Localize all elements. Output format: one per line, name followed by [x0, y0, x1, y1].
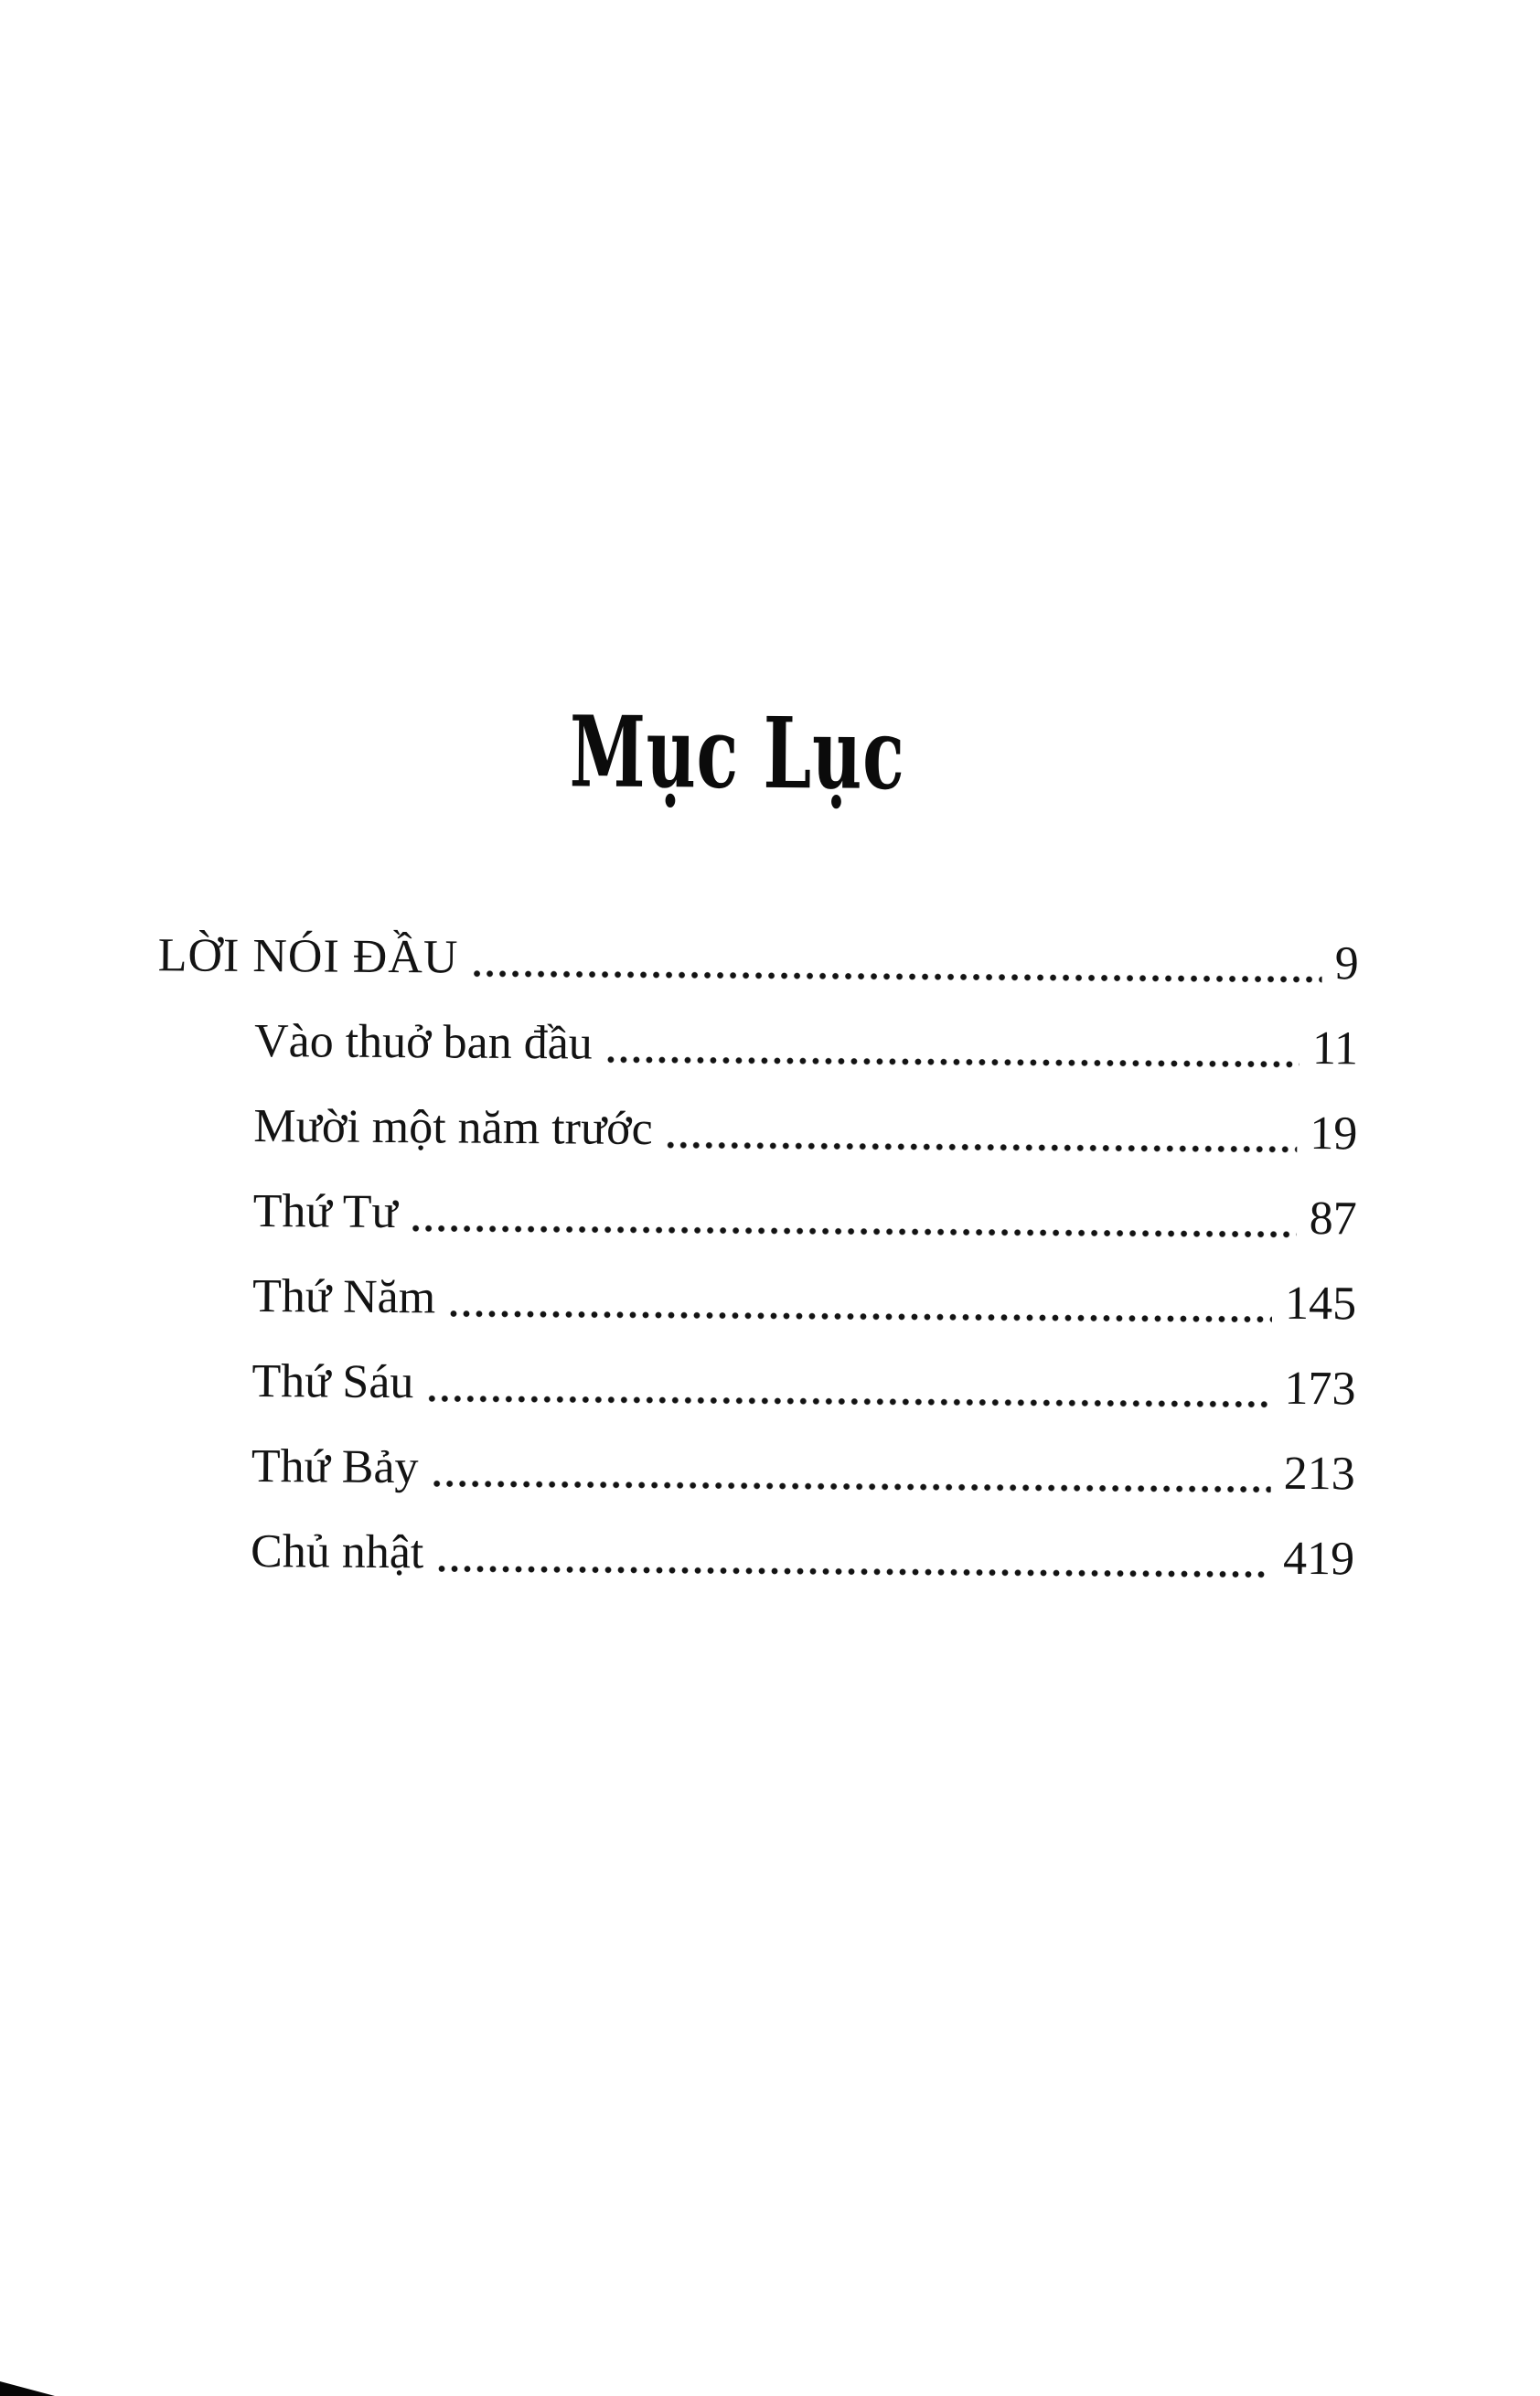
toc-entry-page-number: 11 — [1311, 1022, 1359, 1075]
toc-entry-row — [155, 1253, 1357, 1346]
toc-entry-row — [155, 1168, 1357, 1261]
toc-entry-label: Mười một năm trước — [253, 1099, 653, 1156]
toc-entry-label: Thứ Năm — [251, 1269, 436, 1324]
toc-dot-leader — [428, 1340, 1272, 1430]
toc-entry-row — [154, 1508, 1355, 1601]
toc-entry-page-number: 9 — [1334, 937, 1359, 990]
toc-entry-page-number: 419 — [1282, 1532, 1355, 1586]
toc-entry-page-number: 145 — [1284, 1277, 1357, 1331]
toc-entry-label: Thứ Tư — [252, 1184, 398, 1239]
toc-entry-row — [157, 913, 1359, 1006]
toc-dot-leader — [450, 1255, 1273, 1345]
toc-entry-page-number: 19 — [1310, 1107, 1358, 1161]
toc-dot-leader — [433, 1425, 1271, 1515]
toc-entry-page-number: 173 — [1284, 1362, 1356, 1416]
table-of-contents — [154, 913, 1359, 1601]
page-title-text: Mục Lục — [569, 695, 906, 812]
toc-dot-leader — [606, 1001, 1299, 1091]
page-title — [0, 695, 1481, 812]
toc-entry-row — [154, 1423, 1355, 1516]
toc-entry-row — [157, 998, 1359, 1091]
toc-entry-label: Chủ nhật — [250, 1524, 424, 1579]
toc-entry-page-number: 87 — [1309, 1193, 1357, 1246]
toc-entry-label: Vào thuở ban đầu — [253, 1014, 593, 1070]
toc-entry-row — [156, 1083, 1358, 1176]
toc-dot-leader — [473, 915, 1322, 1006]
toc-entry-label: Thứ Sáu — [251, 1354, 414, 1409]
toc-entry-label: LỜI NÓI ĐẦU — [157, 929, 459, 984]
toc-dot-leader — [667, 1086, 1297, 1176]
toc-entry-label: Thứ Bảy — [251, 1439, 419, 1494]
toc-dot-leader — [412, 1170, 1297, 1261]
toc-entry-row — [155, 1338, 1356, 1431]
toc-dot-leader — [438, 1510, 1270, 1600]
toc-entry-page-number: 213 — [1283, 1447, 1355, 1501]
